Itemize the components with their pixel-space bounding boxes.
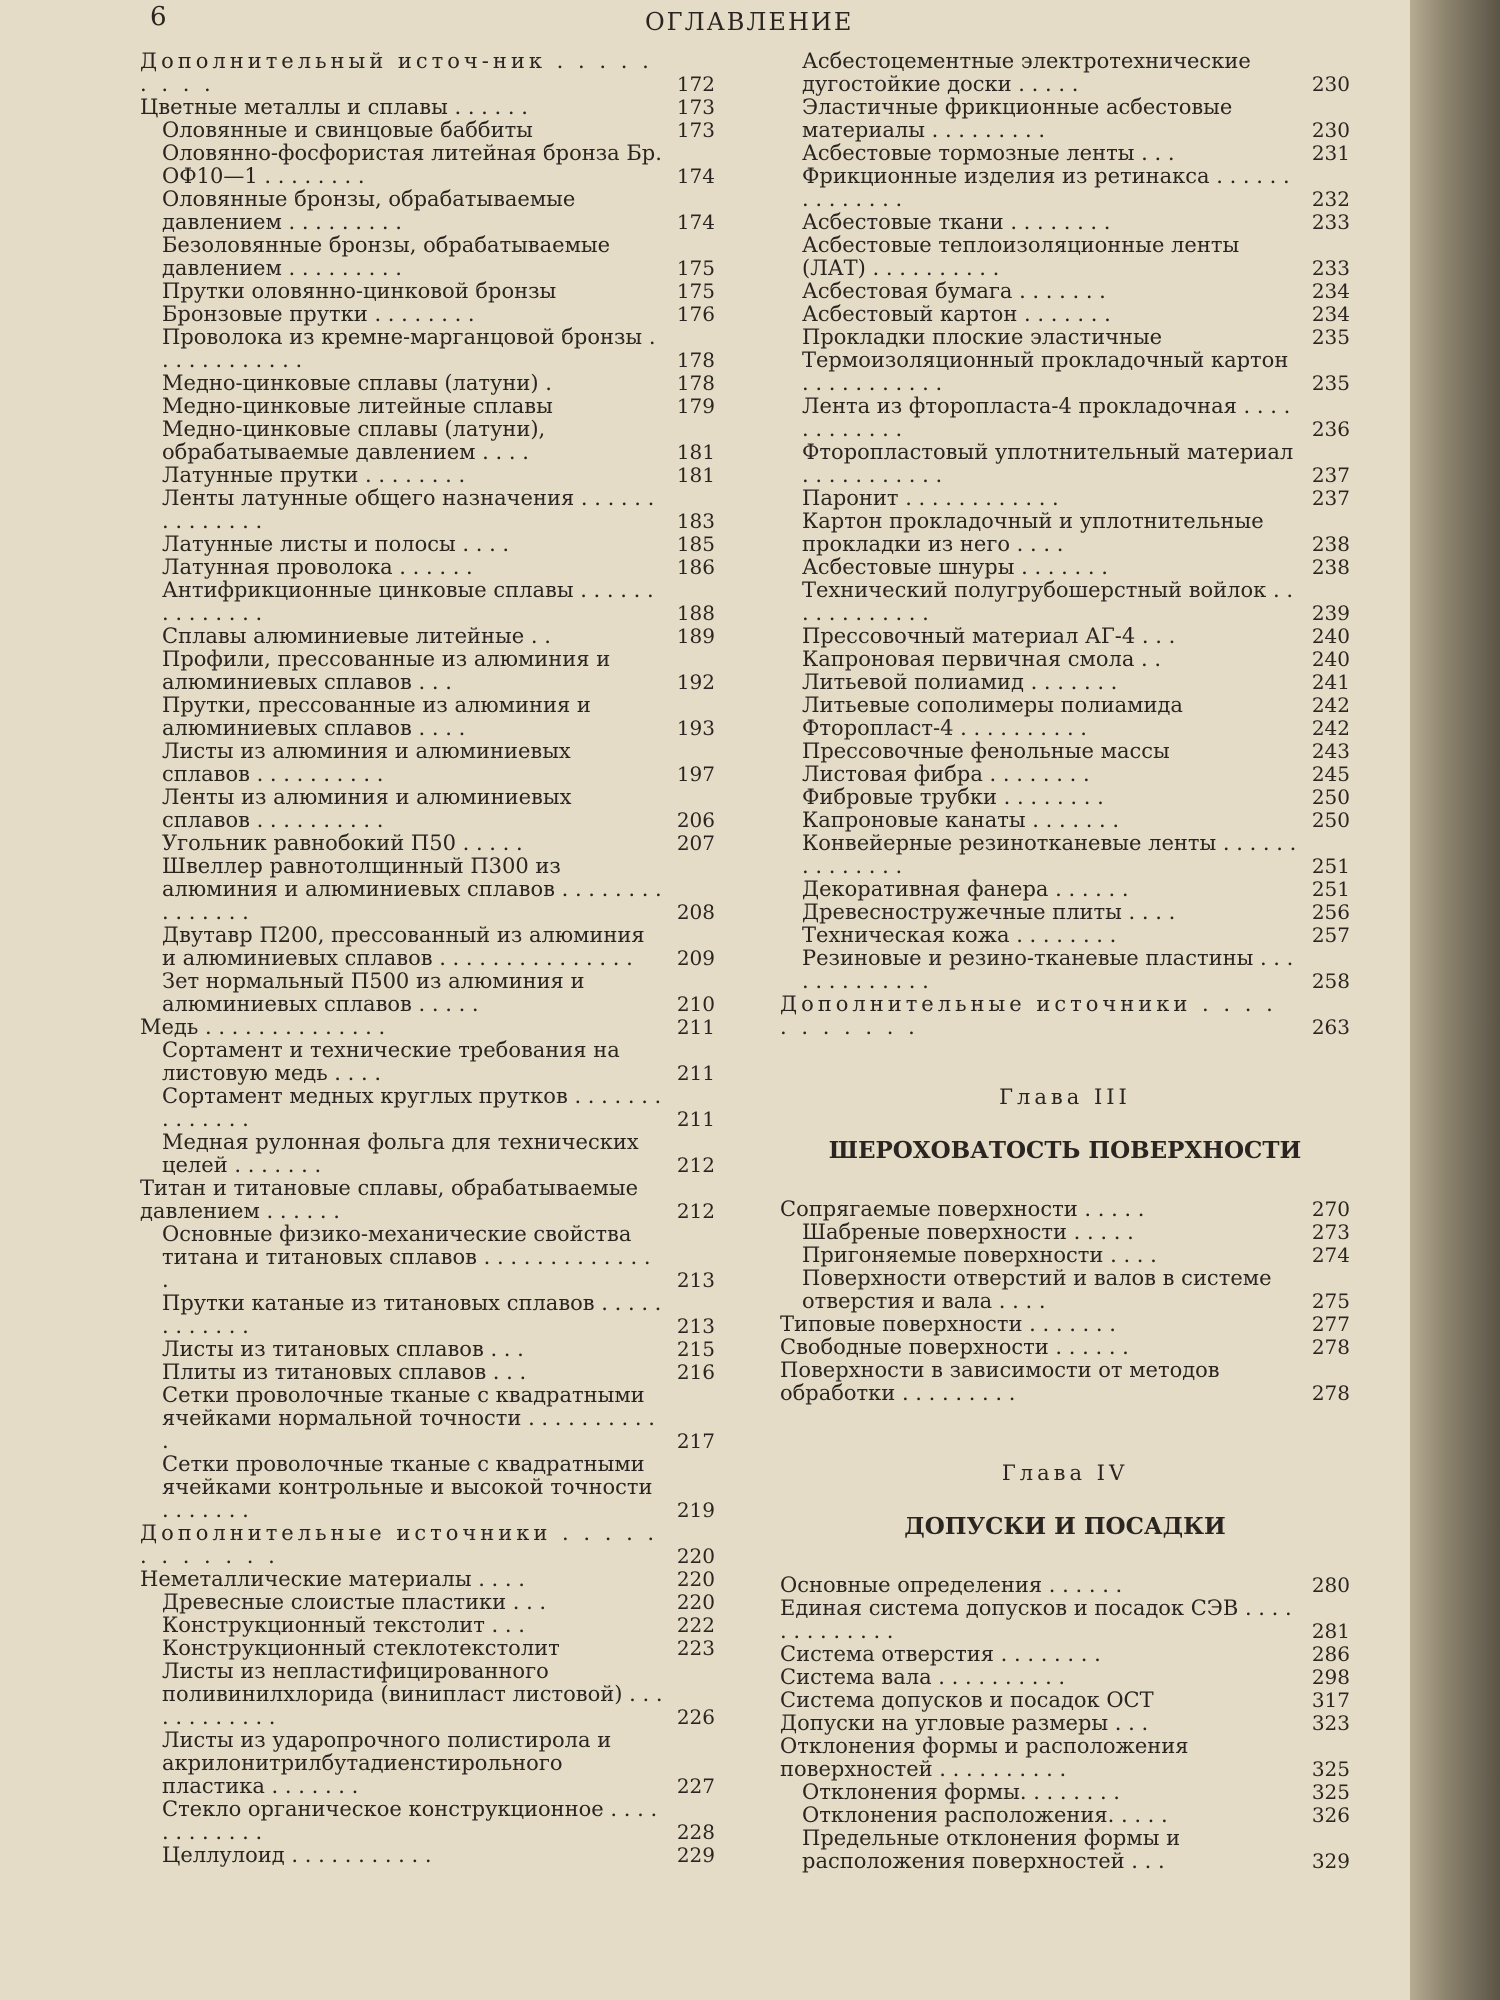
right-entries	[780, 50, 1350, 1039]
toc-entry	[780, 648, 1350, 671]
toc-entry-page: 251	[1311, 854, 1350, 878]
toc-entry-page: 186	[676, 555, 715, 579]
toc-entry-page: 183	[676, 509, 715, 533]
toc-entry-page: 173	[676, 95, 715, 119]
toc-entry	[140, 119, 715, 142]
toc-entry	[780, 487, 1350, 510]
toc-entry	[780, 671, 1350, 694]
toc-entry-title: Фторопластовый уплотнительный материал . . . . . . . . . . .	[802, 440, 1294, 487]
toc-entry-title: Прессовочные фенольные массы	[802, 739, 1170, 763]
toc-entry-page: 243	[1311, 739, 1350, 763]
toc-entry	[140, 303, 715, 326]
toc-entry	[780, 1804, 1350, 1827]
toc-entry-title: Система допусков и посадок ОСТ	[780, 1688, 1154, 1712]
toc-entry-title: Листы из алюминия и алюминиевых сплавов . . . . . . . . . .	[162, 739, 571, 786]
toc-entry	[780, 740, 1350, 763]
toc-entry	[140, 464, 715, 487]
toc-entry	[140, 1131, 715, 1177]
toc-entry-title: Основные определения . . . . . .	[780, 1573, 1123, 1597]
toc-entry-title: Прутки, прессованные из алюминия и алюминиевых сплавов . . . .	[162, 693, 591, 740]
toc-entry-title: Конструкционный текстолит . . .	[162, 1613, 525, 1637]
toc-entry	[780, 234, 1350, 280]
toc-entry-title: Типовые поверхности . . . . . . .	[780, 1312, 1116, 1336]
toc-entry-title: Капроновые канаты . . . . . . .	[802, 808, 1120, 832]
toc-entry-title: Асбестовые теплоизоляционные ленты (ЛАТ) . . . . . . . . . .	[802, 233, 1240, 280]
book-spine-edge	[1410, 0, 1500, 2000]
toc-entry	[780, 142, 1350, 165]
toc-entry	[140, 1591, 715, 1614]
toc-entry-page: 240	[1311, 647, 1350, 671]
toc-entry-page: 223	[676, 1636, 715, 1660]
toc-entry-title: Медно-цинковые сплавы (латуни) .	[162, 371, 552, 395]
toc-entry	[780, 1643, 1350, 1666]
toc-entry-page: 229	[676, 1843, 715, 1867]
toc-entry	[780, 901, 1350, 924]
toc-entry-title: Медь . . . . . . . . . . . . . .	[140, 1015, 386, 1039]
toc-entry	[780, 1336, 1350, 1359]
toc-entry	[140, 1522, 715, 1568]
toc-entry-page: 208	[676, 900, 715, 924]
toc-entry	[140, 280, 715, 303]
toc-entry-title: Листы из непластифицированного поливинилхлорида (винипласт листовой) . . . . . . . . . . . .	[162, 1659, 663, 1729]
toc-entry-page: 227	[676, 1774, 715, 1798]
toc-entry-title: Целлулоид . . . . . . . . . . .	[162, 1843, 432, 1867]
toc-entry-title: Титан и титановые сплавы, обрабатываемые давлением . . . . . .	[140, 1176, 639, 1223]
toc-entry-page: 233	[1311, 256, 1350, 280]
toc-entry-page: 213	[676, 1314, 715, 1338]
toc-entry-title: Асбестовые шнуры . . . . . . .	[802, 555, 1108, 579]
toc-entry	[780, 1735, 1350, 1781]
toc-entry	[140, 372, 715, 395]
toc-entry	[140, 1453, 715, 1522]
toc-entry-title: Цветные металлы и сплавы . . . . . .	[140, 95, 528, 119]
toc-entry	[140, 1039, 715, 1085]
toc-entry-title: Стекло органическое конструкционное . . . . . . . . . . . .	[162, 1797, 658, 1844]
toc-entry	[780, 1597, 1350, 1643]
toc-entry	[780, 694, 1350, 717]
toc-entry-title: Поверхности в зависимости от методов обработки . . . . . . . . .	[780, 1358, 1220, 1405]
toc-entry-title: Единая система допусков и посадок СЭВ . . . . . . . . . . . . .	[780, 1596, 1292, 1643]
toc-entry	[780, 947, 1350, 993]
toc-entry-title: Фрикционные изделия из ретинакса . . . . . . . . . . . . . .	[802, 164, 1290, 211]
toc-entry	[140, 1637, 715, 1660]
toc-entry-page: 181	[676, 463, 715, 487]
toc-entry-page: 193	[676, 716, 715, 740]
toc-entry-title: Фторопласт-4 . . . . . . . . . .	[802, 716, 1087, 740]
toc-entry-page: 237	[1311, 463, 1350, 487]
toc-entry	[780, 579, 1350, 625]
toc-entry-page: 211	[676, 1015, 715, 1039]
toc-entry	[780, 832, 1350, 878]
right-column	[780, 50, 1350, 1873]
toc-entry-title: Проволока из кремне-марганцовой бронзы . . . . . . . . . . . .	[162, 325, 656, 372]
toc-entry	[140, 1177, 715, 1223]
toc-entry	[140, 648, 715, 694]
toc-entry-title: Асбестовая бумага . . . . . . .	[802, 279, 1106, 303]
toc-entry-title: Термоизоляционный прокладочный картон . . . . . . . . . . .	[802, 348, 1289, 395]
toc-entry	[140, 1085, 715, 1131]
toc-entry-page: 237	[1311, 486, 1350, 510]
toc-entry-title: Литьевые сополимеры полиамида	[802, 693, 1183, 717]
toc-entry-page: 273	[1311, 1220, 1350, 1244]
toc-entry-page: 173	[676, 118, 715, 142]
toc-entry-title: Декоративная фанера . . . . . .	[802, 877, 1129, 901]
toc-entry-title: Отклонения формы и расположения поверхностей . . . . . . . . . .	[780, 1734, 1189, 1781]
toc-entry-page: 239	[1311, 601, 1350, 625]
toc-entry	[780, 1689, 1350, 1712]
toc-entry-title: Техническая кожа . . . . . . . .	[802, 923, 1117, 947]
toc-entry-page: 278	[1311, 1335, 1350, 1359]
toc-entry	[140, 579, 715, 625]
toc-entry-page: 242	[1311, 693, 1350, 717]
toc-entry-page: 192	[676, 670, 715, 694]
chapter4-entries	[780, 1574, 1350, 1873]
toc-entry-page: 230	[1311, 72, 1350, 96]
toc-entry-page: 325	[1311, 1780, 1350, 1804]
toc-entry	[780, 625, 1350, 648]
toc-entry-title: Оловянно-фосфористая литейная бронза Бр. ОФ10—1 . . . . . . . .	[162, 141, 662, 188]
toc-entry-title: Шабреные поверхности . . . . .	[802, 1220, 1134, 1244]
toc-entry	[780, 165, 1350, 211]
toc-entry-page: 219	[676, 1498, 715, 1522]
toc-entry	[140, 234, 715, 280]
toc-entry-page: 325	[1311, 1757, 1350, 1781]
toc-entry-page: 257	[1311, 923, 1350, 947]
toc-entry	[140, 395, 715, 418]
toc-entry-page: 258	[1311, 969, 1350, 993]
toc-entry-title: Сортамент медных круглых прутков . . . . . . . . . . . . . .	[162, 1084, 662, 1131]
toc-entry	[140, 556, 715, 579]
chapter3-entries	[780, 1198, 1350, 1405]
toc-entry	[140, 487, 715, 533]
toc-entry	[140, 625, 715, 648]
toc-entry	[780, 809, 1350, 832]
toc-entry	[780, 993, 1350, 1039]
toc-entry-page: 240	[1311, 624, 1350, 648]
toc-entry	[140, 1660, 715, 1729]
toc-entry	[140, 1016, 715, 1039]
toc-entry	[780, 924, 1350, 947]
toc-entry-page: 210	[676, 992, 715, 1016]
toc-entry-page: 178	[676, 348, 715, 372]
toc-entry-page: 197	[676, 762, 715, 786]
toc-entry	[780, 1313, 1350, 1336]
toc-entry-page: 281	[1311, 1619, 1350, 1643]
toc-entry-page: 263	[1311, 1015, 1350, 1039]
toc-entry	[140, 1729, 715, 1798]
toc-entry-page: 228	[676, 1820, 715, 1844]
toc-entry-page: 270	[1311, 1197, 1350, 1221]
toc-entry-page: 175	[676, 279, 715, 303]
toc-entry	[780, 395, 1350, 441]
toc-entry	[780, 1712, 1350, 1735]
toc-entry-page: 181	[676, 440, 715, 464]
toc-entry-page: 250	[1311, 808, 1350, 832]
toc-entry-page: 233	[1311, 210, 1350, 234]
toc-entry	[780, 1244, 1350, 1267]
toc-entry-title: Угольник равнобокий П50 . . . . .	[162, 831, 523, 855]
toc-entry-title: Листовая фибра . . . . . . . .	[802, 762, 1090, 786]
toc-entry-page: 209	[676, 946, 715, 970]
toc-entry-page: 242	[1311, 716, 1350, 740]
toc-entry-title: Антифрикционные цинковые сплавы . . . . . . . . . . . . . .	[162, 578, 654, 625]
toc-entry-page: 256	[1311, 900, 1350, 924]
toc-entry-title: Резиновые и резино-тканевые пластины . . . . . . . . . . . . .	[802, 946, 1294, 993]
toc-entry-title: Ленты из алюминия и алюминиевых сплавов . . . . . . . . . .	[162, 785, 572, 832]
toc-entry-title: Основные физико-механические свойства титана и титановых сплавов . . . . . . . . . . . . . .	[162, 1222, 651, 1292]
toc-entry-page: 222	[676, 1613, 715, 1637]
toc-entry-title: Литьевой полиамид . . . . . . .	[802, 670, 1118, 694]
toc-entry-title: Дополнительные источники . . . . . . . . . . . .	[140, 1521, 659, 1568]
toc-entry	[140, 1384, 715, 1453]
toc-entry	[780, 1666, 1350, 1689]
toc-entry-page: 178	[676, 371, 715, 395]
toc-entry	[140, 1798, 715, 1844]
toc-entry-page: 172	[676, 72, 715, 96]
toc-entry-page: 238	[1311, 555, 1350, 579]
toc-entry-page: 220	[676, 1590, 715, 1614]
toc-entry	[780, 1574, 1350, 1597]
toc-entry-page: 215	[676, 1337, 715, 1361]
toc-entry-title: Дополнительные источники . . . . . . . . . . .	[780, 992, 1277, 1039]
toc-entry-title: Прутки оловянно-цинковой бронзы	[162, 279, 557, 303]
toc-entry-title: Паронит . . . . . . . . . . . .	[802, 486, 1059, 510]
toc-entry	[140, 832, 715, 855]
page-number: 6	[150, 2, 167, 32]
toc-entry-page: 174	[676, 164, 715, 188]
toc-entry-title: Прутки катаные из титановых сплавов . . . . . . . . . . . .	[162, 1291, 662, 1338]
toc-entry-page: 216	[676, 1360, 715, 1384]
toc-entry-title: Швеллер равнотолщинный П300 из алюминия и алюминиевых сплавов . . . . . . . . . . . . . . .	[162, 854, 662, 924]
toc-entry-title: Медно-цинковые сплавы (латуни), обрабатываемые давлением . . . .	[162, 417, 546, 464]
toc-entry-page: 280	[1311, 1573, 1350, 1597]
toc-entry	[780, 211, 1350, 234]
toc-entry-page: 275	[1311, 1289, 1350, 1313]
toc-entry-title: Сортамент и технические требования на листовую медь . . . .	[162, 1038, 620, 1085]
toc-entry	[780, 1827, 1350, 1873]
toc-entry-title: Ленты латунные общего назначения . . . . . . . . . . . . . .	[162, 486, 655, 533]
toc-entry	[780, 556, 1350, 579]
toc-entry-page: 274	[1311, 1243, 1350, 1267]
toc-entry-page: 329	[1311, 1849, 1350, 1873]
toc-entry	[780, 50, 1350, 96]
toc-entry-title: Прессовочный материал АГ-4 . . .	[802, 624, 1176, 648]
toc-entry-page: 298	[1311, 1665, 1350, 1689]
toc-entry-title: Лента из фторопласта-4 прокладочная . . . . . . . . . . . .	[802, 394, 1291, 441]
toc-entry	[140, 694, 715, 740]
toc-entry	[780, 1221, 1350, 1244]
toc-entry	[140, 418, 715, 464]
toc-entry-page: 238	[1311, 532, 1350, 556]
toc-entry-page: 217	[676, 1429, 715, 1453]
toc-entry	[780, 349, 1350, 395]
toc-entry-page: 234	[1311, 302, 1350, 326]
toc-entry-page: 317	[1311, 1688, 1350, 1712]
toc-entry-page: 245	[1311, 762, 1350, 786]
toc-entry	[140, 1361, 715, 1384]
toc-entry-title: Система вала . . . . . . . . . .	[780, 1665, 1066, 1689]
toc-entry-page: 207	[676, 831, 715, 855]
toc-entry-title: Неметаллические материалы . . . .	[140, 1567, 525, 1591]
toc-entry-title: Профили, прессованные из алюминия и алюминиевых сплавов . . .	[162, 647, 611, 694]
toc-entry-title: Листы из ударопрочного полистирола и акрилонитрилбутадиенстирольного пластика . . . . . . .	[162, 1728, 612, 1798]
toc-entry-page: 235	[1311, 371, 1350, 395]
toc-entry-title: Капроновая первичная смола . .	[802, 647, 1162, 671]
toc-entry	[140, 188, 715, 234]
toc-entry-page: 286	[1311, 1642, 1350, 1666]
toc-entry-title: Древесные слоистые пластики . . .	[162, 1590, 547, 1614]
toc-entry-page: 323	[1311, 1711, 1350, 1735]
toc-entry-title: Дополнительный источ-ник . . . . . . . . .	[140, 49, 653, 96]
toc-entry	[140, 1292, 715, 1338]
toc-entry-page: 185	[676, 532, 715, 556]
toc-entry	[140, 855, 715, 924]
toc-entry-title: Оловянные бронзы, обрабатываемые давлением . . . . . . . . .	[162, 187, 576, 234]
chapter3-title: ШЕРОХОВАТОСТЬ ПОВЕРХНОСТИ	[828, 1137, 1302, 1164]
toc-entry-page: 277	[1311, 1312, 1350, 1336]
toc-entry-title: Латунные листы и полосы . . . .	[162, 532, 510, 556]
toc-entry-page: 226	[676, 1705, 715, 1729]
toc-entry-title: Латунные прутки . . . . . . . .	[162, 463, 466, 487]
toc-entry	[780, 326, 1350, 349]
toc-entry-title: Технический полугрубошерстный войлок . . . . . . . . . . . .	[802, 578, 1293, 625]
toc-entry	[140, 142, 715, 188]
toc-entry	[140, 786, 715, 832]
toc-entry-title: Зет нормальный П500 из алюминия и алюминиевых сплавов . . . . .	[162, 969, 585, 1016]
toc-entry-title: Поверхности отверстий и валов в системе отверстия и вала . . . .	[802, 1266, 1272, 1313]
toc-entry-page: 220	[676, 1567, 715, 1591]
toc-entry	[780, 280, 1350, 303]
toc-entry	[140, 1338, 715, 1361]
toc-entry	[140, 1223, 715, 1292]
toc-entry-title: Медно-цинковые литейные сплавы	[162, 394, 553, 418]
toc-entry-title: Сетки проволочные тканые с квадратными ячейками нормальной точности . . . . . . . . . . .	[162, 1383, 655, 1453]
toc-entry-page: 250	[1311, 785, 1350, 809]
toc-entry-title: Сетки проволочные тканые с квадратными ячейками контрольные и высокой точности . . . . . . .	[162, 1452, 653, 1522]
toc-entry-page: 176	[676, 302, 715, 326]
toc-entry-title: Древесностружечные плиты . . . .	[802, 900, 1176, 924]
toc-entry-page: 232	[1311, 187, 1350, 211]
toc-entry-title: Латунная проволока . . . . . .	[162, 555, 473, 579]
chapter4-title: ДОПУСКИ И ПОСАДКИ	[904, 1513, 1226, 1540]
toc-entry-title: Фибровые трубки . . . . . . . .	[802, 785, 1104, 809]
toc-entry-page: 235	[1311, 325, 1350, 349]
toc-entry	[780, 763, 1350, 786]
toc-entry	[140, 1614, 715, 1637]
toc-entry-title: Свободные поверхности . . . . . .	[780, 1335, 1129, 1359]
toc-entry	[140, 50, 715, 96]
toc-entry-page: 220	[676, 1544, 715, 1568]
toc-entry-page: 206	[676, 808, 715, 832]
toc-entry-page: 326	[1311, 1803, 1350, 1827]
toc-entry-title: Картон прокладочный и уплотнительные прокладки из него . . . .	[802, 509, 1264, 556]
toc-entry-title: Листы из титановых сплавов . . .	[162, 1337, 524, 1361]
toc-entry	[780, 717, 1350, 740]
toc-entry-title: Эластичные фрикционные асбестовые материалы . . . . . . . . .	[802, 95, 1233, 142]
toc-entry-title: Асбестоцементные электротехнические дугостойкие доски . . . . .	[802, 49, 1251, 96]
toc-entry	[140, 924, 715, 970]
toc-entry	[140, 96, 715, 119]
toc-entry-page: 212	[676, 1153, 715, 1177]
toc-entry	[780, 441, 1350, 487]
toc-entry-title: Конвейерные резинотканевые ленты . . . . . . . . . . . . . .	[802, 831, 1297, 878]
toc-entry-title: Прокладки плоские эластичные	[802, 325, 1163, 349]
toc-entry-title: Предельные отклонения формы и расположения поверхностей . . .	[802, 1826, 1181, 1873]
toc-entry-title: Пригоняемые поверхности . . . .	[802, 1243, 1157, 1267]
toc-entry-page: 234	[1311, 279, 1350, 303]
toc-entry-title: Бронзовые прутки . . . . . . . .	[162, 302, 475, 326]
toc-entry-page: 179	[676, 394, 715, 418]
toc-entry	[780, 303, 1350, 326]
toc-entry-title: Асбестовые ткани . . . . . . . .	[802, 210, 1111, 234]
toc-entry-title: Асбестовые тормозные ленты . . .	[802, 141, 1175, 165]
toc-entry-page: 212	[676, 1199, 715, 1223]
toc-entry-title: Двутавр П200, прессованный из алюминия и алюминиевых сплавов . . . . . . . . . . . . . . .	[162, 923, 645, 970]
toc-entry	[140, 970, 715, 1016]
toc-entry-title: Сплавы алюминиевые литейные . .	[162, 624, 551, 648]
toc-entry	[780, 1359, 1350, 1405]
toc-entry-title: Оловянные и свинцовые баббиты	[162, 118, 533, 142]
toc-entry-title: Конструкционный стеклотекстолит	[162, 1636, 560, 1660]
toc-entry-page: 236	[1311, 417, 1350, 441]
toc-entry-page: 211	[676, 1107, 715, 1131]
toc-entry-title: Система отверстия . . . . . . . .	[780, 1642, 1101, 1666]
chapter3-label: Глава III	[999, 1085, 1131, 1109]
toc-entry	[780, 1781, 1350, 1804]
toc-entry-page: 189	[676, 624, 715, 648]
toc-entry-title: Сопрягаемые поверхности . . . . .	[780, 1197, 1145, 1221]
toc-entry	[140, 1844, 715, 1867]
toc-entry-page: 230	[1311, 118, 1350, 142]
toc-entry-page: 278	[1311, 1381, 1350, 1405]
toc-entry	[780, 96, 1350, 142]
toc-entry	[140, 1568, 715, 1591]
toc-entry-title: Безоловянные бронзы, обрабатываемые давлением . . . . . . . . .	[162, 233, 611, 280]
toc-entry-title: Допуски на угловые размеры . . .	[780, 1711, 1149, 1735]
toc-entry	[780, 510, 1350, 556]
left-column	[140, 50, 715, 1867]
toc-entry	[140, 740, 715, 786]
toc-entry-page: 213	[676, 1268, 715, 1292]
toc-entry-page: 188	[676, 601, 715, 625]
toc-entry-title: Медная рулонная фольга для технических целей . . . . . . .	[162, 1130, 639, 1177]
toc-entry	[780, 1267, 1350, 1313]
toc-entry-title: Плиты из титановых сплавов . . .	[162, 1360, 527, 1384]
toc-entry-page: 241	[1311, 670, 1350, 694]
toc-entry-title: Асбестовый картон . . . . . . .	[802, 302, 1111, 326]
toc-entry-page: 231	[1311, 141, 1350, 165]
toc-entry-page: 251	[1311, 877, 1350, 901]
toc-entry	[140, 326, 715, 372]
toc-entry	[780, 878, 1350, 901]
page-title: ОГЛАВЛЕНИЕ	[645, 8, 854, 36]
toc-entry	[140, 533, 715, 556]
chapter4-label: Глава IV	[1001, 1461, 1129, 1485]
toc-entry-page: 175	[676, 256, 715, 280]
toc-entry	[780, 1198, 1350, 1221]
toc-entry	[780, 786, 1350, 809]
toc-entry-page: 211	[676, 1061, 715, 1085]
toc-entry-page: 174	[676, 210, 715, 234]
toc-entry-title: Отклонения расположения. . . . .	[802, 1803, 1168, 1827]
toc-entry-title: Отклонения формы. . . . . . . .	[802, 1780, 1120, 1804]
